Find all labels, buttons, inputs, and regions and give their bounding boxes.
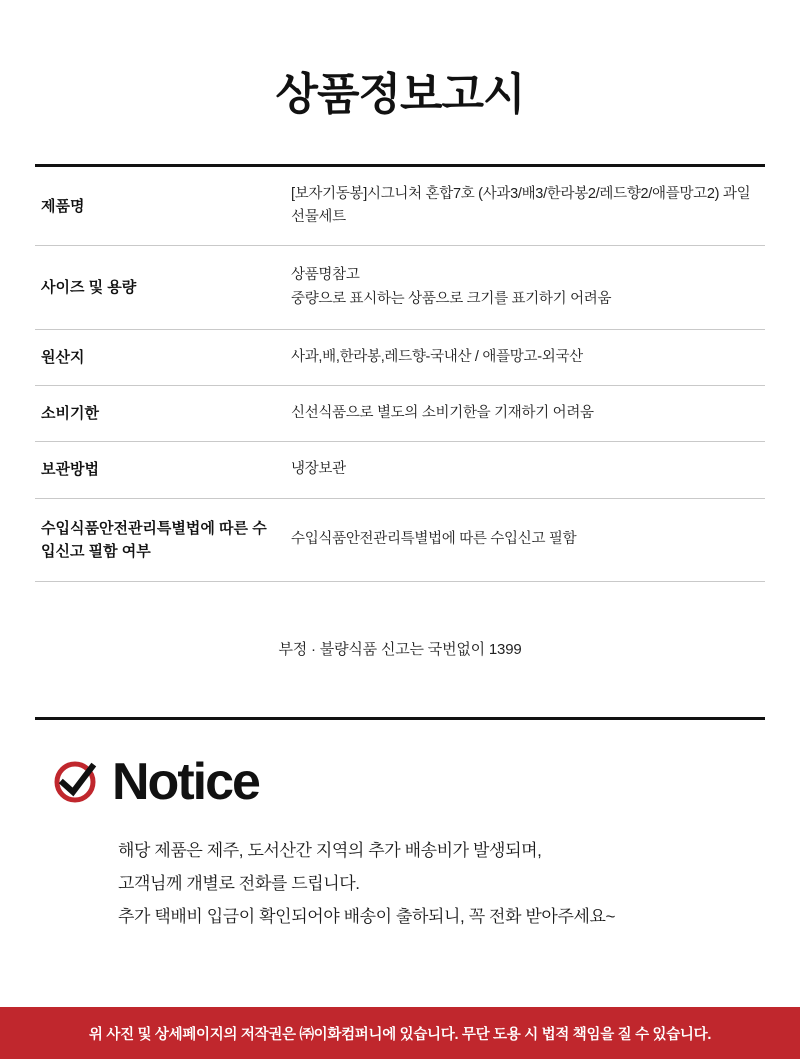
- row-label-origin: 원산지: [41, 348, 85, 366]
- table-row: [35, 329, 765, 385]
- notice-line: 고객님께 개별로 전화를 드립니다.: [118, 874, 360, 894]
- row-value-expiry: [285, 386, 765, 442]
- row-label-expiry: 소비기한: [41, 405, 99, 422]
- row-label-size-volume: 사이즈 및 용량: [41, 278, 137, 296]
- table-row: [35, 386, 765, 442]
- label-line: 수입식품안전관리특별법에 따른: [41, 519, 249, 537]
- notice-header: [52, 753, 800, 811]
- check-circle-icon: [52, 759, 98, 805]
- notice-line: 해당 제품은 제주, 도서산간 지역의 추가 배송비가 발생되며,: [118, 841, 542, 860]
- product-info-table: [35, 164, 765, 582]
- value-line: 사과,배,한라봉,레드향-국내산 / 애플망고-외국산: [291, 348, 583, 365]
- row-value-product-name: [285, 166, 765, 246]
- notice-body: [118, 834, 800, 933]
- row-value-origin: [285, 329, 765, 385]
- copyright-footer: 위 사진 및 상세페이지의 저작권은 ㈜이화컴퍼니에 있습니다. 무단 도용 시 법적 책임을 질 수 있습니다.: [0, 1007, 800, 1059]
- value-line: [보자기동봉]시그니처 혼합7호 (사과3/배3/한라봉2/레드향2/애플망고2) 과일선물세트: [291, 186, 751, 226]
- table-row: [35, 166, 765, 246]
- notice-title: Notice: [112, 753, 259, 811]
- section-divider: [35, 717, 765, 720]
- value-line: 냉장보관: [291, 461, 346, 478]
- row-value-import-declaration: [285, 498, 765, 582]
- value-line: 중량으로 표시하는 상품으로 크기를 표기하기 어려움: [291, 290, 612, 307]
- row-value-storage: [285, 442, 765, 498]
- table-row: [35, 498, 765, 582]
- row-label-storage: 보관방법: [41, 461, 99, 479]
- value-line: 상품명참고: [291, 267, 360, 284]
- row-value-size-volume: [285, 246, 765, 329]
- value-line: 신선식품으로 별도의 소비기한을 기재하기 어려움: [291, 405, 594, 422]
- value-line: 수입식품안전관리특별법에 따른 수입신고 필함: [291, 531, 577, 548]
- page-title: 상품정보고시: [275, 70, 525, 119]
- table-row: [35, 442, 765, 498]
- notice-line: 추가 택배비 입금이 확인되어야 배송이 출하되니, 꼭 전화 받아주세요~: [118, 907, 616, 927]
- label-line: 수입신고 필함 여부: [41, 519, 267, 560]
- table-row: [35, 246, 765, 329]
- row-label-product-name: 제품명: [41, 197, 85, 215]
- food-report-line: 부정 · 불량식품 신고는 국번없이 1399: [278, 641, 522, 658]
- row-label-import-declaration: [35, 498, 285, 582]
